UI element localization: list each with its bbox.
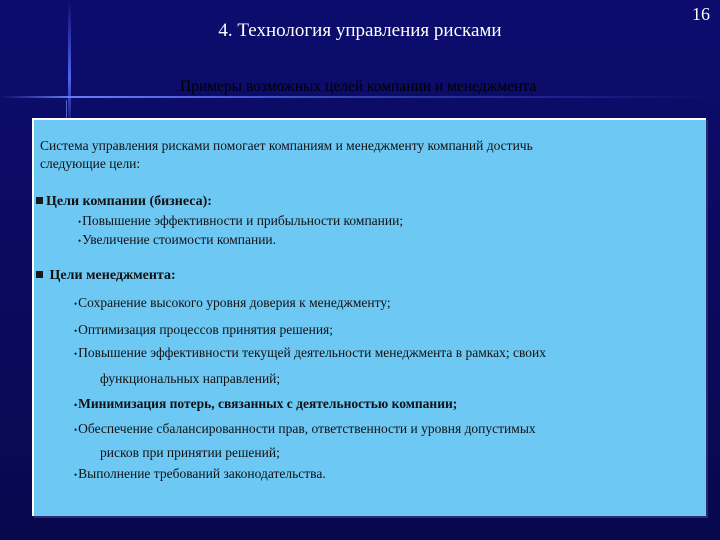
content-panel [32, 118, 706, 516]
list-item [74, 322, 333, 338]
list-item [78, 213, 403, 229]
square-bullet-icon [36, 271, 43, 278]
slide-title: 4. Технология управления рисками [218, 20, 502, 41]
list-item [74, 345, 546, 361]
list-item-text: Выполнение требований законодательства. [78, 466, 326, 481]
intro-text-line1: Система управления рисками помогает компаниям и менеджменту компаний достичь [40, 138, 533, 153]
dot-bullet-icon: • [74, 348, 78, 359]
list-item-text: Сохранение высокого уровня доверия к менеджменту; [78, 295, 391, 310]
list-item-text: Минимизация потерь, связанных с деятельностью компании; [78, 396, 458, 411]
dot-bullet-icon: • [74, 469, 78, 480]
list-item [74, 295, 391, 311]
dot-bullet-icon: • [78, 216, 82, 227]
management-goals-heading [36, 268, 176, 284]
list-item-text: Увеличение стоимости компании. [82, 232, 277, 247]
dot-bullet-icon: • [74, 424, 78, 435]
list-item-text: Оптимизация процессов принятия решения; [78, 322, 334, 337]
list-item [74, 396, 457, 412]
list-item-text: Повышение эффективности текущей деятельности менеджмента в рамках; своих [78, 345, 546, 360]
management-goals-heading-text: Цели менеджмента: [49, 268, 176, 283]
list-item [74, 421, 536, 437]
slide-subtitle: Примеры возможных целей компании и менеджмента [180, 78, 537, 95]
dot-bullet-icon: • [74, 325, 78, 336]
dot-bullet-icon: • [74, 298, 78, 309]
business-goals-heading-text: Цели компании (бизнеса): [46, 194, 212, 209]
dot-bullet-icon: • [74, 399, 78, 410]
intro-text-line2: следующие цели: [40, 156, 141, 171]
page-number: 16 [692, 4, 710, 24]
business-goals-heading [36, 194, 212, 210]
decorative-horizontal-line [0, 96, 720, 98]
list-item-continuation: рисков при принятии решений; [100, 445, 280, 460]
dot-bullet-icon: • [78, 235, 82, 246]
square-bullet-icon [36, 197, 43, 204]
list-item-text: Повышение эффективности и прибыльности компании; [82, 213, 404, 228]
list-item [78, 232, 276, 248]
list-item-continuation: функциональных направлений; [100, 371, 281, 386]
list-item-text: Обеспечение сбалансированности прав, ответственности и уровня допустимых [78, 421, 536, 436]
list-item [74, 466, 326, 482]
